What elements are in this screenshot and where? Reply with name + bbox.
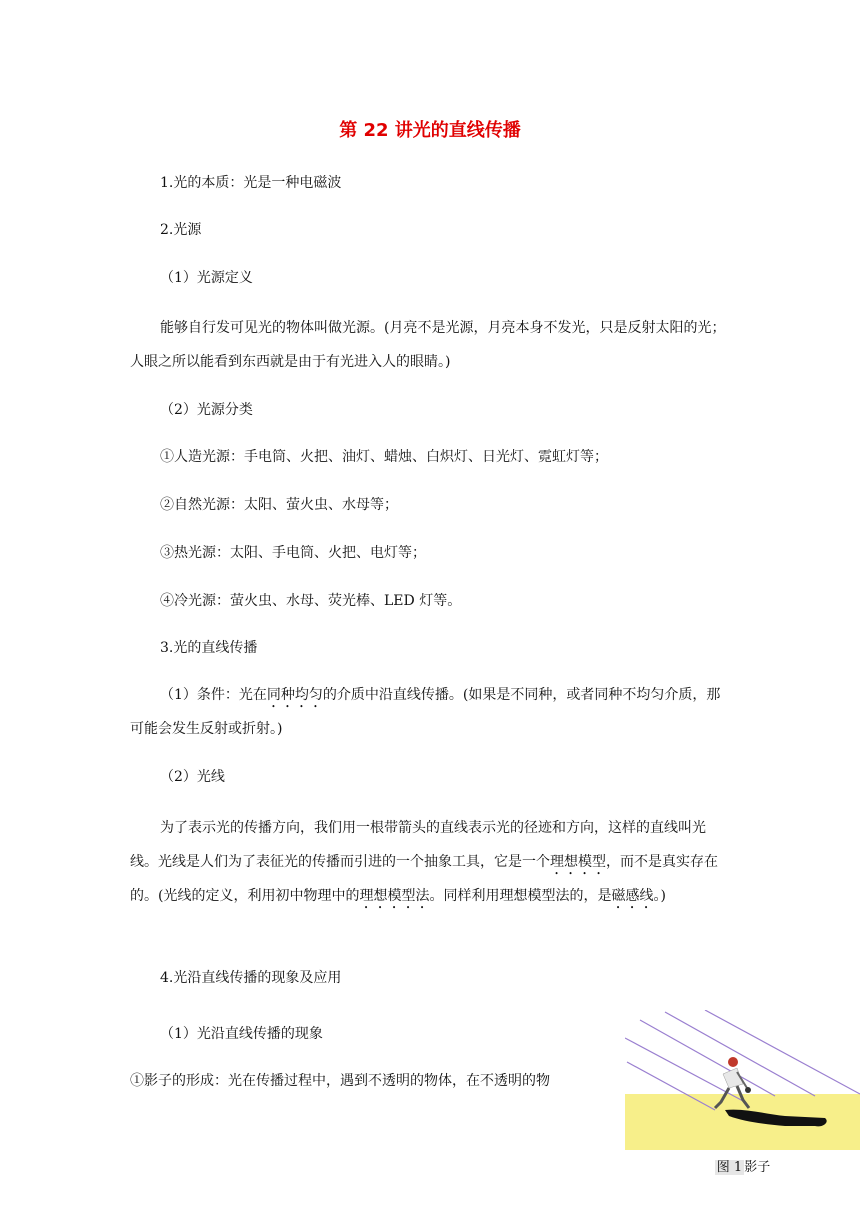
paragraph-condition — [130, 678, 730, 746]
figure-caption — [625, 1156, 860, 1175]
condition-text-c: 的介质中沿直线传播。(如果是不同种，或者同种不均匀介质，那可能会发生反射或折射。) — [130, 687, 721, 737]
condition-text-a: （1）条件：光在 — [160, 687, 267, 703]
condition-emphasis: 同种均匀 — [266, 687, 323, 703]
shadow-figure — [625, 1010, 860, 1150]
paragraph-light-ray — [130, 811, 730, 913]
caption-label: 图 1 — [716, 1160, 743, 1175]
subsection-light-source-definition: （1）光源定义 — [160, 270, 253, 286]
ray-text-e: 。同样利用理想模型法的，是 — [429, 888, 612, 904]
page-title: 第 22 讲光的直线传播 — [339, 120, 521, 141]
list-item-hot: ③热光源：太阳、手电筒、火把、电灯等； — [160, 545, 426, 561]
ray-emphasis-magnetic-lines: 磁感线 — [611, 888, 654, 904]
list-item-shadow: ①影子的形成：光在传播过程中，遇到不透明的物体，在不透明的物 — [130, 1073, 550, 1089]
subsection-light-source-types: （2）光源分类 — [160, 402, 253, 418]
list-item-cold: ④冷光源：萤火虫、水母、荧光棒、LED 灯等。 — [160, 593, 462, 609]
section-3: 3.光的直线传播 — [160, 640, 258, 656]
ray-text-c: ，而不是真实存在的。(光线的定义，利用初中物理中的 — [130, 854, 718, 904]
ray-text-a: 为了表示光的传播方向，我们用一根带箭头的直线表示光的径迹和方向，这样的直线叫光线。光线是人们为了表征光的传播而引进的一个抽象工具，它是一个 — [130, 820, 706, 870]
subsection-phenomena: （1）光沿直线传播的现象 — [160, 1026, 323, 1042]
caption-text: 影子 — [744, 1160, 771, 1175]
subsection-light-ray: （2）光线 — [160, 769, 225, 785]
section-4: 4.光沿直线传播的现象及应用 — [160, 970, 342, 986]
ray-emphasis-ideal-model: 理想模型 — [550, 854, 606, 870]
ray-text-g: 。) — [653, 888, 666, 904]
ray-emphasis-ideal-model-method: 理想模型法 — [359, 888, 430, 904]
list-item-natural: ②自然光源：太阳、萤火虫、水母等； — [160, 497, 398, 513]
paragraph-light-source-definition: 能够自行发可见光的物体叫做光源。(月亮不是光源，月亮本身不发光，只是反射太阳的光；人眼之所以能看到东西就是由于有光进入人的眼睛。) — [130, 320, 726, 370]
list-item-artificial: ①人造光源：手电筒、火把、油灯、蜡烛、白炽灯、日光灯、霓虹灯等； — [160, 449, 608, 465]
section-2: 2.光源 — [160, 222, 202, 238]
section-1: 1.光的本质：光是一种电磁波 — [160, 175, 342, 191]
